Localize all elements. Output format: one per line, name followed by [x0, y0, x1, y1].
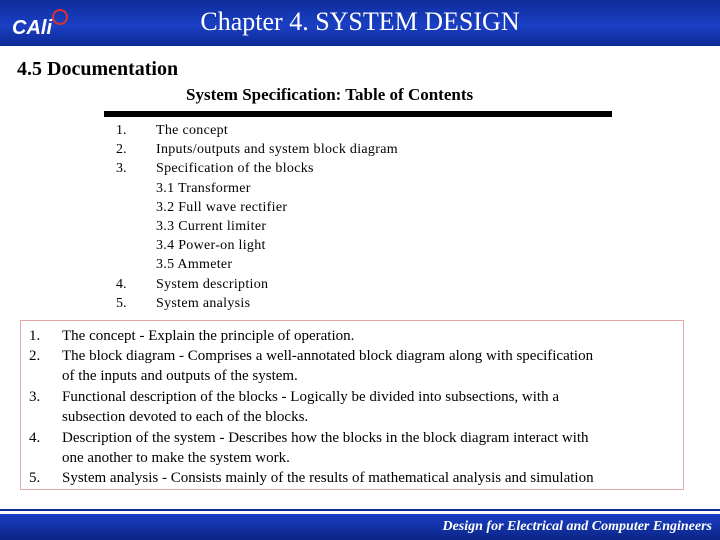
toc-divider	[104, 111, 612, 117]
toc-subitem-text: 3.1 Transformer	[156, 180, 251, 196]
toc-item-text: System analysis	[156, 295, 251, 311]
note-line: Description of the system - Describes how the blocks in the block diagram interact with	[62, 430, 589, 446]
note-text: System analysis - Consists mainly of the results of mathematical analysis and simulation	[62, 470, 594, 486]
note-number: 5.	[29, 470, 41, 486]
page-title: Chapter 4. SYSTEM DESIGN	[200, 7, 520, 36]
toc-item-number: 5.	[116, 295, 127, 311]
toc-subitem-text: 3.5 Ammeter	[156, 257, 233, 273]
toc-item-number: 3.	[116, 161, 127, 177]
toc-subitem-text: 3.3 Current limiter	[156, 218, 267, 234]
note-line: subsection devoted to each of the blocks.	[62, 409, 309, 426]
footer-text: Design for Electrical and Computer Engineers	[442, 519, 712, 534]
toc-item-text: Inputs/outputs and system block diagram	[156, 142, 398, 158]
toc-item-text: System description	[156, 276, 269, 292]
note-number: 4.	[29, 430, 41, 446]
section-title: 4.5 Documentation	[17, 58, 179, 80]
note-line: The block diagram - Comprises a well-annotated block diagram along with specification	[62, 348, 594, 364]
header-band	[0, 0, 720, 46]
toc-heading: System Specification: Table of Contents	[186, 85, 474, 104]
note-text	[62, 346, 682, 387]
toc-subitem-text: 3.2 Full wave rectifier	[156, 199, 288, 215]
note-number: 1.	[29, 328, 41, 344]
toc-item-number: 2.	[116, 142, 127, 158]
footer-divider	[0, 509, 720, 511]
toc-item-text: The concept	[156, 123, 229, 138]
footer-band	[0, 514, 720, 540]
note-text: The concept - Explain the principle of operation.	[62, 328, 355, 344]
toc-item-number: 4.	[116, 276, 127, 292]
notes-box	[20, 320, 684, 490]
note-line: one another to make the system work.	[62, 450, 290, 467]
note-number: 3.	[29, 389, 41, 405]
note-line: of the inputs and outputs of the system.	[62, 368, 298, 385]
note-number: 2.	[29, 348, 41, 364]
note-line: Functional description of the blocks - Logically be divided into subsections, with a	[62, 389, 559, 405]
toc-item-number: 1.	[116, 123, 127, 138]
logo-text: CAli	[12, 17, 52, 39]
toc-subitem-text: 3.4 Power-on light	[156, 238, 266, 254]
toc-item-text: Specification of the blocks	[156, 161, 314, 177]
note-text	[62, 428, 682, 469]
note-text	[62, 387, 682, 428]
